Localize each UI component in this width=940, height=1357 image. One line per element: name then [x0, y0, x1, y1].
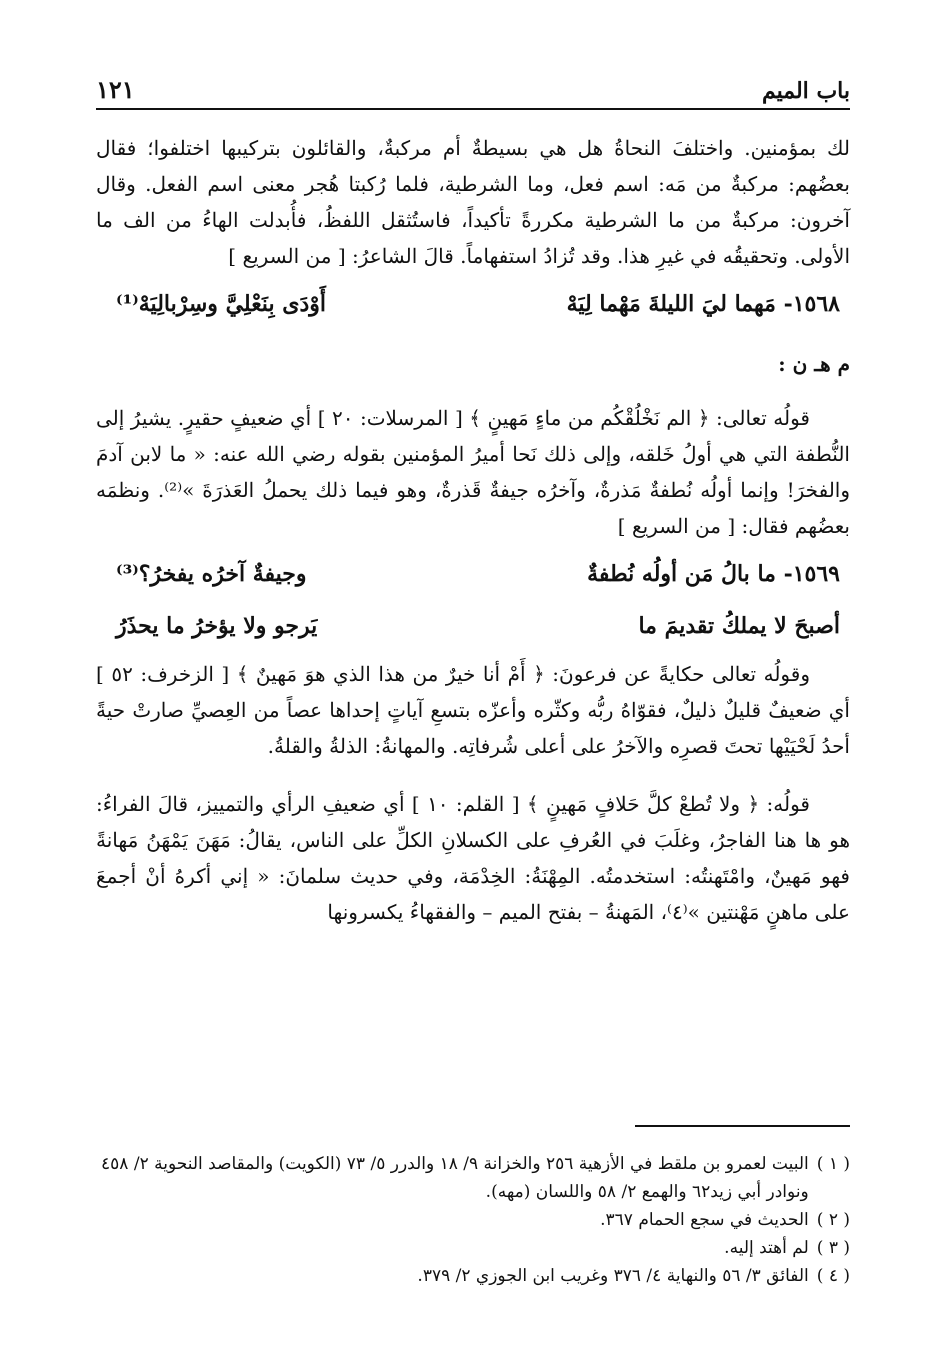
verse-1569-second-hemistich: وجيفةٌ آخرُه يفخرُ؟⁽³⁾ [116, 561, 307, 587]
paragraph-1: لك بمؤمنين. واختلفَ النحاةُ هل هي بسيطةٌ أم مركبةٌ، والقائلون بتركيبها اختلفوا؛ فقال بعضُهم: مركبةٌ من مَه: اسم فعل، وما الشرطية، فلما رُكبتا هُجر معنى اسم الفعل. وقال آخرون: مركبةٌ من ما الشرطية مكررةً تأكيداً، فاستُثقل اللفظُ، فأُبدلت الهاءُ من الف ما الأولى. وتحقيقُه في غيرِ هذا. وقد تُزادُ استفهاماً. قالَ الشاعرُ: [ من السريع ] [89, 136, 850, 268]
footnote-divider [635, 1125, 850, 1127]
footnote [96, 1234, 850, 1262]
paragraph-2: قولُه تعالى: ﴿ الم نَخْلُقْكُم من ماءٍ مَهينٍ ﴾ [ المرسلات: ٢٠ ] أي ضعيفٍ حقيرٍ. يشيرُ إلى النُّطفة التي هي أولُ خَلقه، وإلى ذلك نَحا أميرُ المؤمنين بقوله رضي الله عنه: « ما لابن آدمَ والفخرَ! وإنما أولُه نُطفةٌ مَذرةٌ، وآخرُه جيفةٌ قَذرةٌ، وهو فيما ذلك يحملُ العَذرَةَ »⁽²⁾. ونظمَه بعضُهم فقال: [ من السريع ] [89, 406, 851, 538]
footnote-number: ( ١ ) [816, 1154, 850, 1174]
verse-1569-line-2 [116, 604, 840, 648]
verse-1568-second-hemistich: أَوْدَى بِنَعْلِيَّ وسِرْبالِيَهْ⁽¹⁾ [116, 291, 326, 317]
footnote [96, 1150, 850, 1206]
footnote-number: ( ٢ ) [816, 1210, 850, 1230]
footnote [96, 1206, 850, 1234]
footnotes [96, 1150, 850, 1290]
paragraph-3: وقولُه تعالى حكايةً عن فرعونَ: ﴿ أَمْ أنا خيرٌ من هذا الذي هوَ مَهينٌ ﴾ [ الزخرف: ٥٢ ] أي ضعيفٌ قليلٌ ذليلٌ، فقوّاهُ ربُّه وكثّره وأعزّه بتسعِ آياتٍ إحداها عصاً من العِصيِّ صارتْ حيةً أحدُ لَحْيَيْها تحتَ قصرِه والآخرُ على أعلى شُرفاتِه. والمهانةُ: الذلةُ والقلةُ. [89, 662, 850, 758]
verse-1568 [116, 282, 840, 326]
page-number: ١٢١ [96, 75, 135, 104]
root-heading: م هـ ن : [778, 352, 850, 376]
verse-1568-first-hemistich: ١٥٦٨- مَهما ليَ الليلةَ مَهْما لِيَهْ [566, 291, 840, 317]
paragraph-4: قولُه: ﴿ ولا تُطعْ كلَّ حَلافٍ مَهينٍ ﴾ [ القلم: ١٠ ] أي ضعيفِ الرأي والتمييز، قالَ الفراءُ: هو ها هنا الفاجرُ، وغلَبَ في العُرفِ على الكسلانِ الكلِّ على الناس، يقالُ: مَهَنَ يَمْهَنُ مَهانةً فهو مَهينٌ، وامْتَهنتُه: استخدمتُه. المِهْنَةُ: الخِدْمَة، وفي حديث سلمانَ: « إني أكرهُ أنْ أجمعَ على ماهنٍ مَهْنتين »⁽٤⁾، المَهنةُ – بفتح الميم – والفقهاءُ يكسرونها [89, 792, 850, 924]
footnote [96, 1262, 850, 1290]
verse-1569-first-hemistich: ١٥٦٩- ما بالُ مَن أولُه نُطفةٌ [587, 561, 840, 587]
footnote-text: الحديث في سجع الحمام ٣٦٧. [600, 1210, 809, 1230]
verse-1569-line-1 [116, 552, 840, 596]
footnote-text: لم أهتد إليه. [724, 1238, 809, 1258]
verse-1569-fourth-hemistich: يَرجو ولا يؤخرُ ما يحذَرُ [116, 613, 318, 639]
verse-1569-third-hemistich: أصبحَ لا يملكُ تقديمَ ما [638, 613, 840, 639]
footnote-text: البيت لعمرو بن ملقط في الأزهية ٢٥٦ والخزانة ٩/ ١٨ والدرر ٥/ ٧٣ (الكويت) والمقاصد النحوية ٢/ ٤٥٨ ونوادر أبي زيد٦٢ والهمع ٢/ ٥٨ واللسان (مهه). [101, 1154, 809, 1202]
main-text [89, 130, 851, 930]
chapter-title: باب الميم [761, 78, 850, 104]
footnote-text: الفائق ٣/ ٥٦ والنهاية ٤/ ٣٧٦ وغريب ابن الجوزي ٢/ ٣٧٩. [417, 1266, 809, 1286]
footnote-number: ( ٤ ) [816, 1266, 850, 1286]
footnote-number: ( ٣ ) [816, 1238, 850, 1258]
page-header [96, 60, 850, 110]
